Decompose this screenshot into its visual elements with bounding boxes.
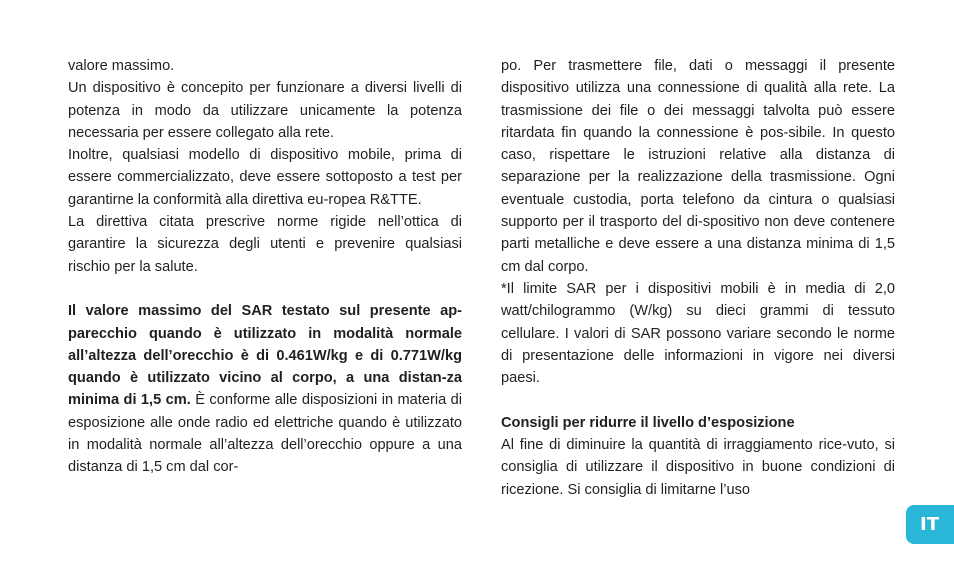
section-heading-exposure-tips: Consigli per ridurre il livello d’esposizione [501, 414, 795, 431]
sar-values-text: È conforme alle disposizioni in materia di esposizione alle onde radio ed elettriche quando è utilizzato in modalità normale all’altezza dell’orecchio oppure a una distanza di 1,5 cm dal cor- [68, 392, 462, 476]
paragraph-spacer [501, 389, 895, 411]
paragraph-sar-max: valore massimo. [68, 58, 175, 74]
language-tab: IT [906, 505, 954, 544]
paragraph-power-levels: Un dispositivo è concepito per funzionare a diversi livelli di potenza in modo da utilizzare unicamente la potenza necessaria per essere collegato alla rete. [68, 80, 462, 141]
paragraph-sar-limit: *Il limite SAR per i dispositivi mobili è in media di 2,0 watt/chilogrammo (W/kg) su dieci grammi di tessuto cellulare. I valori di SAR possono variare secondo le norme di presentazione delle informazioni in vigore nei diversi paesi. [501, 280, 895, 387]
left-column [68, 55, 462, 479]
paragraph-exposure-tips: Al fine di diminuire la quantità di irraggiamento rice-vuto, si consiglia di utilizzare il dispositivo in buone condizioni di ricezione. Si consiglia di limitarne l’uso [501, 437, 895, 498]
paragraph-spacer [68, 278, 462, 300]
paragraph-rtte-testing: Inoltre, qualsiasi modello di dispositivo mobile, prima di essere commercializzato, deve essere sottoposto a test per garantirne la conformità alla direttiva eu-ropea R&TTE. [68, 147, 462, 208]
paragraph-transmission: po. Per trasmettere file, dati o messaggi il presente dispositivo utilizza una connessione di qualità alla rete. La trasmissione dei file o dei messaggi talvolta può essere ritardata fin quando la connessione è pos-sibile. In questo caso, rispettare le istruzioni relative alla distanza di separazione per la realizzazione della trasmissione. Ogni eventuale custodia, porta telefono da cintura o qualsiasi supporto per il trasporto del di-spositivo non deve contenere parti metalliche e deve essere a una distanza minima di 1,5 cm dal corpo. [501, 58, 895, 275]
paragraph-directive-safety: La direttiva citata prescrive norme rigide nell’ottica di garantire la sicurezza degli utenti e prevenire qualsiasi rischio per la salute. [68, 214, 462, 275]
right-column [501, 55, 895, 501]
sar-values-bold-text: Il valore massimo del SAR testato sul presente ap-parecchio quando è utilizzato in modalità normale all’altezza dell’orecchio è di 0.461W/kg e di 0.771W/kg quando è utilizzato vicino al corpo, a una distan-za minima di 1,5 cm. [68, 303, 462, 409]
paragraph-sar-values [68, 300, 462, 478]
